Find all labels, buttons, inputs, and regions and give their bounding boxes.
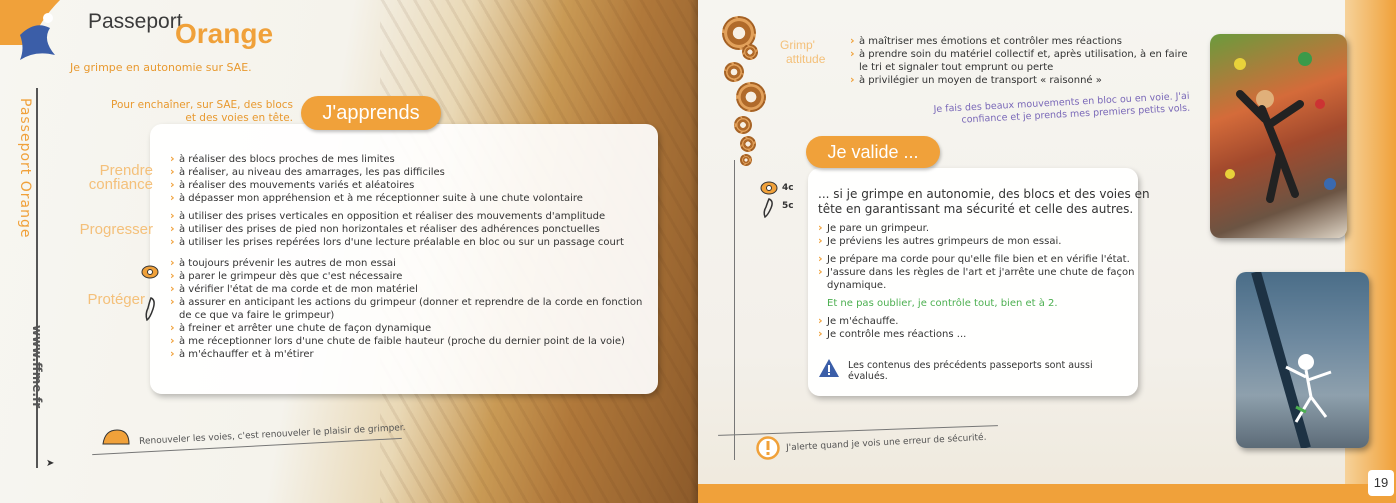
- list-item: › à réaliser des mouvements variés et aléatoires: [170, 179, 650, 192]
- attitude-list: [850, 35, 1190, 87]
- validation-lead: ... si je grimpe en autonomie, des blocs et des voies en tête en garantissant ma sécurité et celle des autres.: [818, 187, 1150, 216]
- je-valide-heading: Je valide ...: [806, 136, 940, 168]
- list-item: › à réaliser des blocs proches de mes limites: [170, 153, 650, 166]
- gear-icon: [742, 44, 758, 60]
- page-subtitle: Je grimpe en autonomie sur SAE.: [70, 61, 252, 74]
- list-item: › à prendre soin du matériel collectif et, après utilisation, à en faire le tri et signaler tout emprunt ou perte: [850, 48, 1190, 74]
- margin-line: [734, 160, 735, 460]
- page-title: Passeport: [88, 10, 183, 33]
- page-number: 19: [1368, 470, 1394, 496]
- section-label-progresser: Progresser: [79, 221, 153, 238]
- indoor-wall-photo: [1236, 272, 1369, 448]
- list-item: › à réaliser, au niveau des amarrages, les pas difficiles: [170, 166, 650, 179]
- warning-row: [818, 358, 1128, 380]
- handwritten-note: Je fais des beaux mouvements en bloc ou en voie. J'ai confiance et je prends mes premiers petits vols.: [933, 90, 1191, 126]
- list-item: › à freiner et arrêter une chute de façon dynamique: [170, 322, 650, 335]
- list-item: › à m'échauffer et à m'étirer: [170, 348, 650, 361]
- alert-icon: [756, 436, 780, 460]
- footer-quote: [93, 418, 423, 458]
- list-item: › à toujours prévenir les autres de mon essai: [170, 257, 650, 270]
- alert-text: J'alerte quand je vois une erreur de sécurité.: [785, 432, 987, 454]
- confiance-list: [170, 153, 650, 361]
- section-label-confiance: Prendre confiance: [88, 162, 153, 193]
- vertical-url: [28, 325, 48, 415]
- list-item: › J'assure dans les règles de l'art et j'arrête une chute de façon dynamique.: [818, 266, 1154, 292]
- grade-badges: [758, 179, 798, 219]
- section-label-proteger: Protéger: [87, 291, 145, 308]
- climbing-wall-photo: [1210, 34, 1347, 238]
- gear-icon: [740, 136, 756, 152]
- warning-triangle-icon: [818, 358, 840, 378]
- list-item: › Je m'échauffe.: [818, 315, 1154, 328]
- climber-logo-icon: [0, 0, 80, 70]
- carabiner-icon: [762, 197, 776, 219]
- list-item: › à vérifier l'état de ma corde et de mon matériel: [170, 283, 650, 296]
- j-apprends-heading: J'apprends: [301, 96, 441, 130]
- gear-icon: [734, 116, 752, 134]
- intro-text: Pour enchaîner, sur SAE, des blocs et des voies en tête.: [110, 99, 293, 124]
- list-item: › à me réceptionner lors d'une chute de faible hauteur (proche du dernier point de la voie): [170, 335, 650, 348]
- vertical-title: [8, 98, 38, 258]
- gear-icon: [736, 82, 766, 112]
- gears-decoration: [718, 16, 778, 166]
- grade-bloc: 4c: [782, 183, 794, 193]
- list-item: › à privilégier un moyen de transport « raisonné »: [850, 74, 1190, 87]
- climber-figure: [1210, 34, 1347, 238]
- climber-drawing: [1236, 272, 1369, 448]
- list-item: › à utiliser les prises repérées lors d'une lecture préalable en bloc ou sur un passage court: [170, 236, 650, 249]
- climbing-hold-icon: [141, 265, 159, 279]
- grade-voie: 5c: [782, 201, 794, 211]
- website-link[interactable]: www.ffme.fr: [30, 325, 44, 409]
- list-item: › Je prépare ma corde pour qu'elle file bien et en vérifie l'état.: [818, 253, 1154, 266]
- vertical-title-text: Passeport Orange: [17, 98, 33, 239]
- orange-bottom-band: [698, 484, 1396, 503]
- list-item: › Je pare un grimpeur.: [818, 222, 1154, 235]
- list-item: › Je préviens les autres grimpeurs de mon essai.: [818, 235, 1154, 248]
- validation-checklist: [818, 222, 1154, 341]
- warning-text: Les contenus des précédents passeports sont aussi évalués.: [848, 360, 1093, 382]
- gear-icon: [724, 62, 744, 82]
- list-item: › à parer le grimpeur dès que c'est nécessaire: [170, 270, 650, 283]
- list-item: › à assurer en anticipant les actions du grimpeur (donner et reprendre de la corde en fonction de ce que va faire le grimpeur): [170, 296, 650, 322]
- list-item: › à dépasser mon appréhension et à me réceptionner suite à une chute volontaire: [170, 192, 650, 205]
- list-item: › à utiliser des prises de pied non horizontales et réaliser des adhérences ponctuelles: [170, 223, 650, 236]
- alert-row: [752, 430, 1002, 464]
- carabiner-icon: [144, 296, 158, 322]
- reminder-text: Et ne pas oublier, je contrôle tout, bien et à 2.: [827, 298, 1058, 309]
- footer-text: Renouveler les voies, c'est renouveler le plaisir de grimper.: [138, 423, 406, 447]
- gear-icon: [740, 154, 752, 166]
- arrow-marker-icon: ➤: [46, 458, 55, 469]
- list-item: › à utiliser des prises verticales en opposition et réaliser des mouvements d'amplitude: [170, 210, 650, 223]
- climbing-hold-icon: [760, 181, 778, 195]
- list-item: › à maîtriser mes émotions et contrôler mes réactions: [850, 35, 1190, 48]
- list-item: › Je contrôle mes réactions ...: [818, 328, 1154, 341]
- page-title-color: Orange: [175, 18, 274, 49]
- grimp-attitude-label: Grimp' attitude: [780, 38, 826, 66]
- helmet-icon: [101, 428, 131, 446]
